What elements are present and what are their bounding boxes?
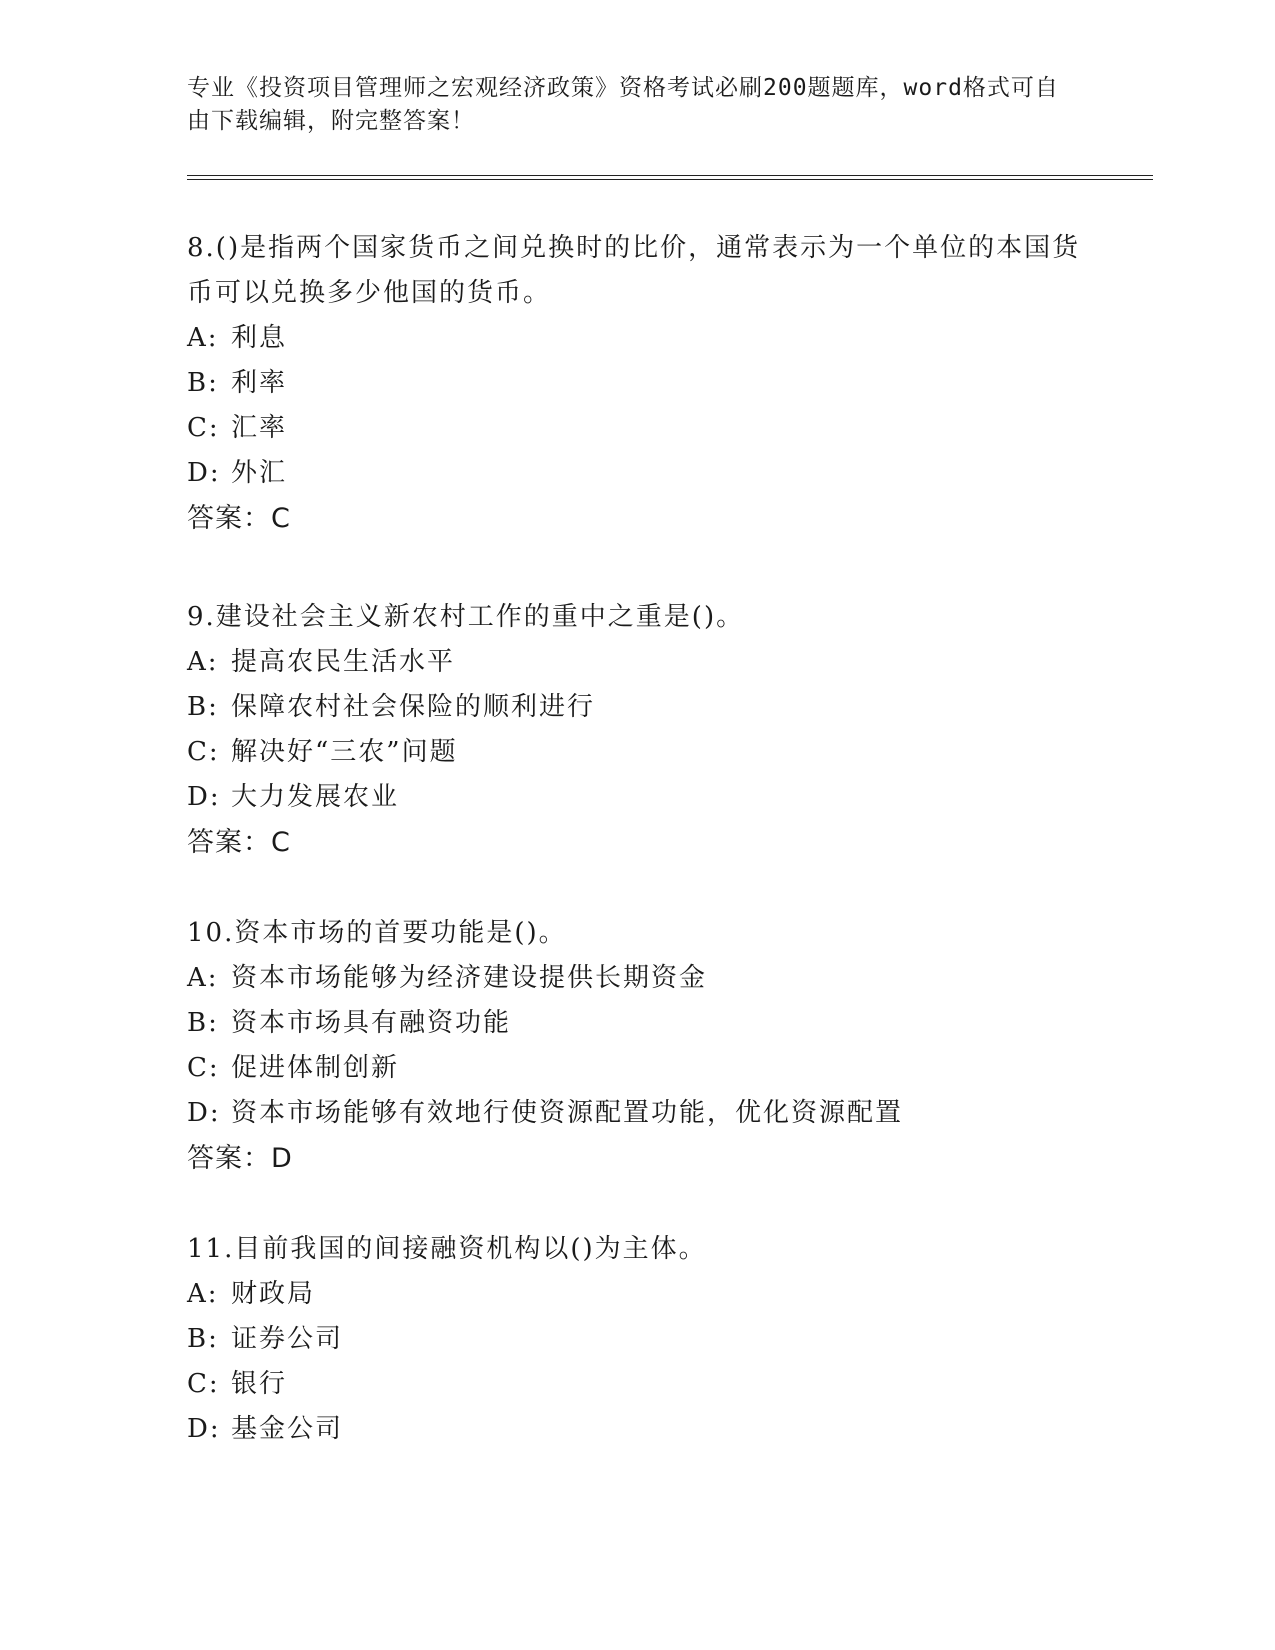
option-key: D: [187, 1098, 221, 1128]
option-key: B: [187, 692, 219, 722]
option-text: 解决好“三农”问题 [231, 737, 458, 767]
question-11 [187, 1227, 1087, 1452]
option-text: 促进体制创新 [231, 1053, 400, 1083]
option-key: C: [187, 1369, 220, 1399]
option-d [187, 451, 1087, 496]
answer-text: 答案：C [187, 503, 291, 534]
option-d [187, 1407, 1087, 1452]
header-divider-bottom [187, 179, 1153, 180]
question-stem: 9.建设社会主义新农村工作的重中之重是()。 [187, 602, 745, 632]
option-c [187, 730, 1087, 775]
option-text: 证券公司 [231, 1324, 344, 1354]
option-text: 汇率 [231, 413, 288, 443]
option-b [187, 1001, 1087, 1046]
option-key: A: [187, 647, 219, 677]
question-9 [187, 595, 1087, 865]
answer-text: 答案：C [187, 827, 291, 858]
option-text: 资本市场具有融资功能 [231, 1008, 512, 1038]
answer-text: 答案：D [187, 1143, 293, 1174]
question-8 [187, 226, 1087, 541]
option-c [187, 1362, 1087, 1407]
option-key: A: [187, 963, 219, 993]
option-key: C: [187, 1053, 220, 1083]
document-header: 专业《投资项目管理师之宏观经济政策》资格考试必刷200题题库，word格式可自由下载编辑，附完整答案！ [187, 75, 1059, 134]
option-key: C: [187, 737, 220, 767]
question-10 [187, 911, 1087, 1181]
option-text: 利率 [231, 368, 288, 398]
option-text: 财政局 [231, 1279, 316, 1309]
option-text: 银行 [231, 1369, 288, 1399]
option-b [187, 361, 1087, 406]
option-key: B: [187, 1008, 219, 1038]
header-divider-top [187, 175, 1153, 176]
option-a [187, 956, 1087, 1001]
option-key: B: [187, 1324, 219, 1354]
option-key: A: [187, 1279, 219, 1309]
option-text: 资本市场能够为经济建设提供长期资金 [231, 963, 708, 993]
option-text: 提高农民生活水平 [231, 647, 456, 677]
option-b [187, 1317, 1087, 1362]
option-key: D: [187, 458, 221, 488]
option-text: 基金公司 [231, 1414, 344, 1444]
option-a [187, 316, 1087, 361]
option-text: 大力发展农业 [231, 782, 400, 812]
question-stem: 11.目前我国的间接融资机构以()为主体。 [187, 1234, 707, 1264]
option-d [187, 1091, 1087, 1136]
option-b [187, 685, 1087, 730]
option-key: D: [187, 782, 221, 812]
option-text: 资本市场能够有效地行使资源配置功能，优化资源配置 [231, 1098, 904, 1128]
option-text: 利息 [231, 323, 288, 353]
option-key: A: [187, 323, 219, 353]
option-key: B: [187, 368, 219, 398]
option-c [187, 1046, 1087, 1091]
option-d [187, 775, 1087, 820]
option-key: C: [187, 413, 220, 443]
option-a [187, 1272, 1087, 1317]
option-text: 保障农村社会保险的顺利进行 [231, 692, 596, 722]
question-stem: 8.()是指两个国家货币之间兑换时的比价，通常表示为一个单位的本国货币可以兑换多少他国的货币。 [187, 233, 1081, 308]
option-key: D: [187, 1414, 221, 1444]
option-text: 外汇 [231, 458, 288, 488]
question-stem: 10.资本市场的首要功能是()。 [187, 918, 567, 948]
option-a [187, 640, 1087, 685]
option-c [187, 406, 1087, 451]
